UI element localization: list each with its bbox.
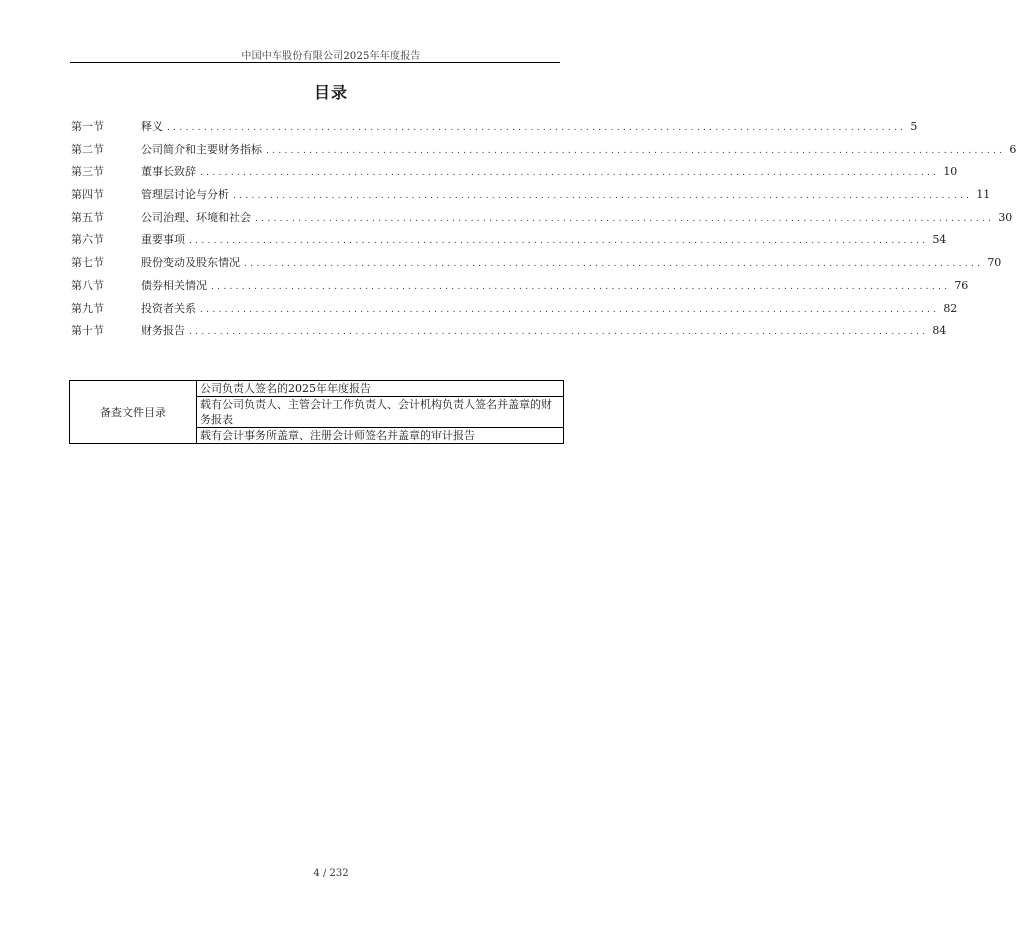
toc-section-title: 释义 [141,120,163,133]
toc-entry-9[interactable] [71,300,958,323]
toc-page-number: 70 [987,256,1002,270]
toc-entry-6[interactable] [71,231,947,254]
toc-section-title: 债券相关情况 [141,278,207,292]
toc-section-number: 第十节 [71,324,104,338]
toc-section-title: 公司治理、环境和社会 [141,210,251,224]
toc-page-number: 6 [1009,142,1016,156]
reference-document-item: 载有公司负责人、主管会计工作负责人、会计机构负责人签名并盖章的财务报表 [197,397,564,428]
toc-title: 目录 [313,83,348,102]
toc-section-number: 第一节 [71,120,104,133]
toc-page-number: 84 [932,324,947,338]
toc-section-number: 第二节 [71,142,104,156]
toc-page-number: 11 [976,188,991,202]
toc-section-number: 第八节 [71,278,104,292]
dot-leader: ........................................................................................................................ [189,236,929,247]
toc-page-number: 5 [910,120,918,133]
table-of-contents [71,118,1016,345]
dot-leader: ........................................................................................................................ [200,168,940,179]
toc-section-number: 第七节 [71,256,104,270]
reference-document-item: 公司负责人签名的2025年年度报告 [197,381,564,397]
toc-page-number: 10 [943,165,958,179]
toc-section-title: 重要事项 [141,233,185,247]
toc-section-number: 第四节 [71,188,104,202]
dot-leader: ........................................................................................................................ [211,281,951,292]
toc-entry-4[interactable] [71,186,991,209]
dot-leader: ........................................................................................................................ [244,259,984,270]
toc-entry-1[interactable] [71,118,918,141]
toc-page-number: 76 [954,278,969,292]
running-header: 中国中车股份有限公司2025年年度报告 [241,51,421,62]
dot-leader: ........................................................................................................................ [266,145,1006,156]
page-number: 4 / 232 [313,868,349,879]
toc-entry-10[interactable] [71,322,947,345]
toc-page-number: 54 [932,233,947,247]
dot-leader: ........................................................................................................................ [233,191,973,202]
dot-leader: ........................................................................................................................ [167,123,907,133]
toc-entry-7[interactable] [71,254,1002,277]
dot-leader: ........................................................................................................................ [200,304,940,315]
reference-documents-label: 备查文件目录 [70,381,197,444]
toc-section-number: 第六节 [71,233,104,247]
toc-section-title: 投资者关系 [141,301,196,315]
table-row [70,381,564,397]
toc-entry-8[interactable] [71,277,969,300]
toc-section-title: 董事长致辞 [141,165,196,179]
header-divider [70,62,560,63]
toc-section-title: 财务报告 [141,324,185,338]
toc-section-number: 第五节 [71,210,104,224]
toc-page-number: 82 [943,301,958,315]
reference-document-item: 载有会计事务所盖章、注册会计师签名并盖章的审计报告 [197,428,564,444]
toc-section-number: 第三节 [71,165,104,179]
toc-section-title: 公司简介和主要财务指标 [141,142,262,156]
toc-section-title: 股份变动及股东情况 [141,256,240,270]
dot-leader: ........................................................................................................................ [255,213,995,224]
toc-entry-2[interactable] [71,141,1016,164]
toc-entry-5[interactable] [71,209,1013,232]
dot-leader: ........................................................................................................................ [189,327,929,338]
toc-section-number: 第九节 [71,301,104,315]
toc-section-title: 管理层讨论与分析 [141,188,229,202]
toc-page-number: 30 [998,210,1013,224]
toc-entry-3[interactable] [71,163,958,186]
reference-documents-table [69,380,564,444]
